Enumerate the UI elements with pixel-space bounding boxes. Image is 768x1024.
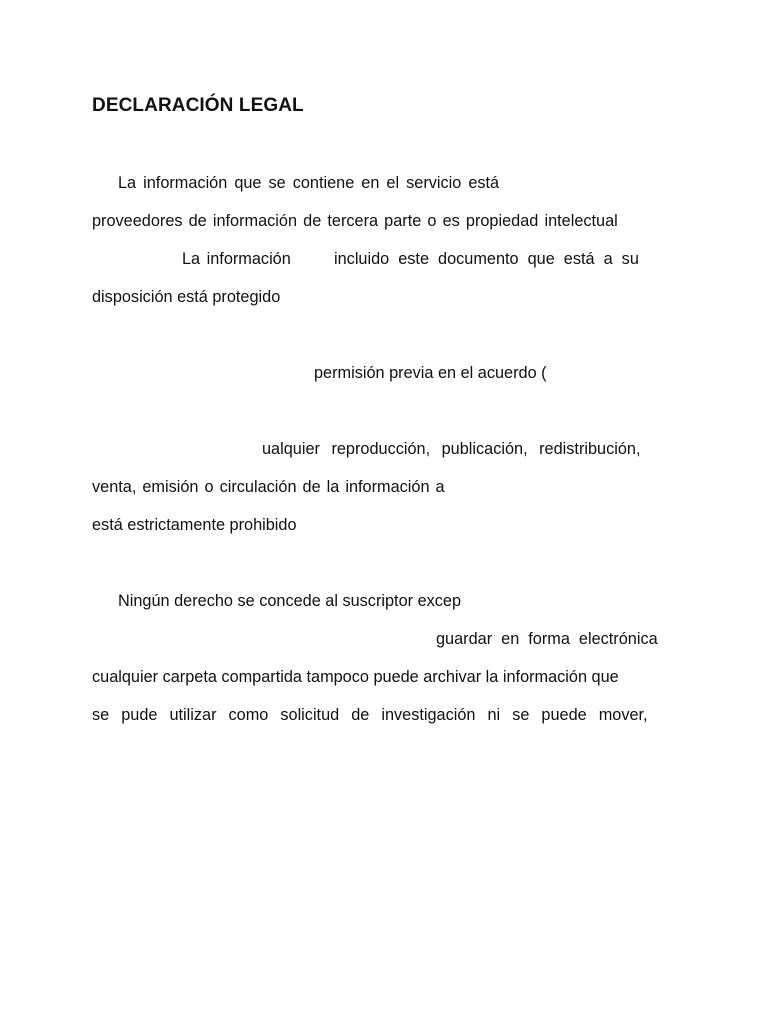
text-line-5 [314,362,547,384]
text-line-4-content: disposición está protegido [92,288,281,306]
text-line-5-content: permisión previa en el acuerdo ( [314,364,547,382]
text-line-10 [436,628,658,650]
text-line-2 [92,210,677,232]
text-line-3 [182,248,677,270]
text-line-10-content: guardar en forma electrónica [436,630,658,648]
text-line-3b-content: incluido este documento que está a su [334,250,639,268]
text-line-9 [118,590,461,612]
text-line-6-content: ualquier reproducción, publicación, redistribución, [262,440,641,458]
text-line-2-content: proveedores de información de tercera parte o es propiedad intelectual [92,212,618,230]
document-title: DECLARACIÓN LEGAL [92,95,304,116]
text-line-11 [92,666,619,688]
text-line-6 [262,438,677,460]
text-line-12-content: se pude utilizar como solicitud de investigación ni se puede mover, [92,706,648,724]
text-line-8 [92,514,297,536]
text-line-8-content: está estrictamente prohibido [92,516,297,534]
text-line-4 [92,286,280,308]
text-line-12 [92,704,648,726]
text-line-11-content: cualquier carpeta compartida tampoco puede archivar la información que [92,668,619,686]
text-line-3a-content: La información [182,250,291,268]
text-line-7 [92,476,445,498]
text-line-1 [118,172,538,194]
text-line-1-content: La información que se contiene en el servicio está [118,174,500,192]
text-line-7-content: venta, emisión o circulación de la información a [92,478,445,496]
text-line-9-content: Ningún derecho se concede al suscriptor excep [118,592,462,610]
